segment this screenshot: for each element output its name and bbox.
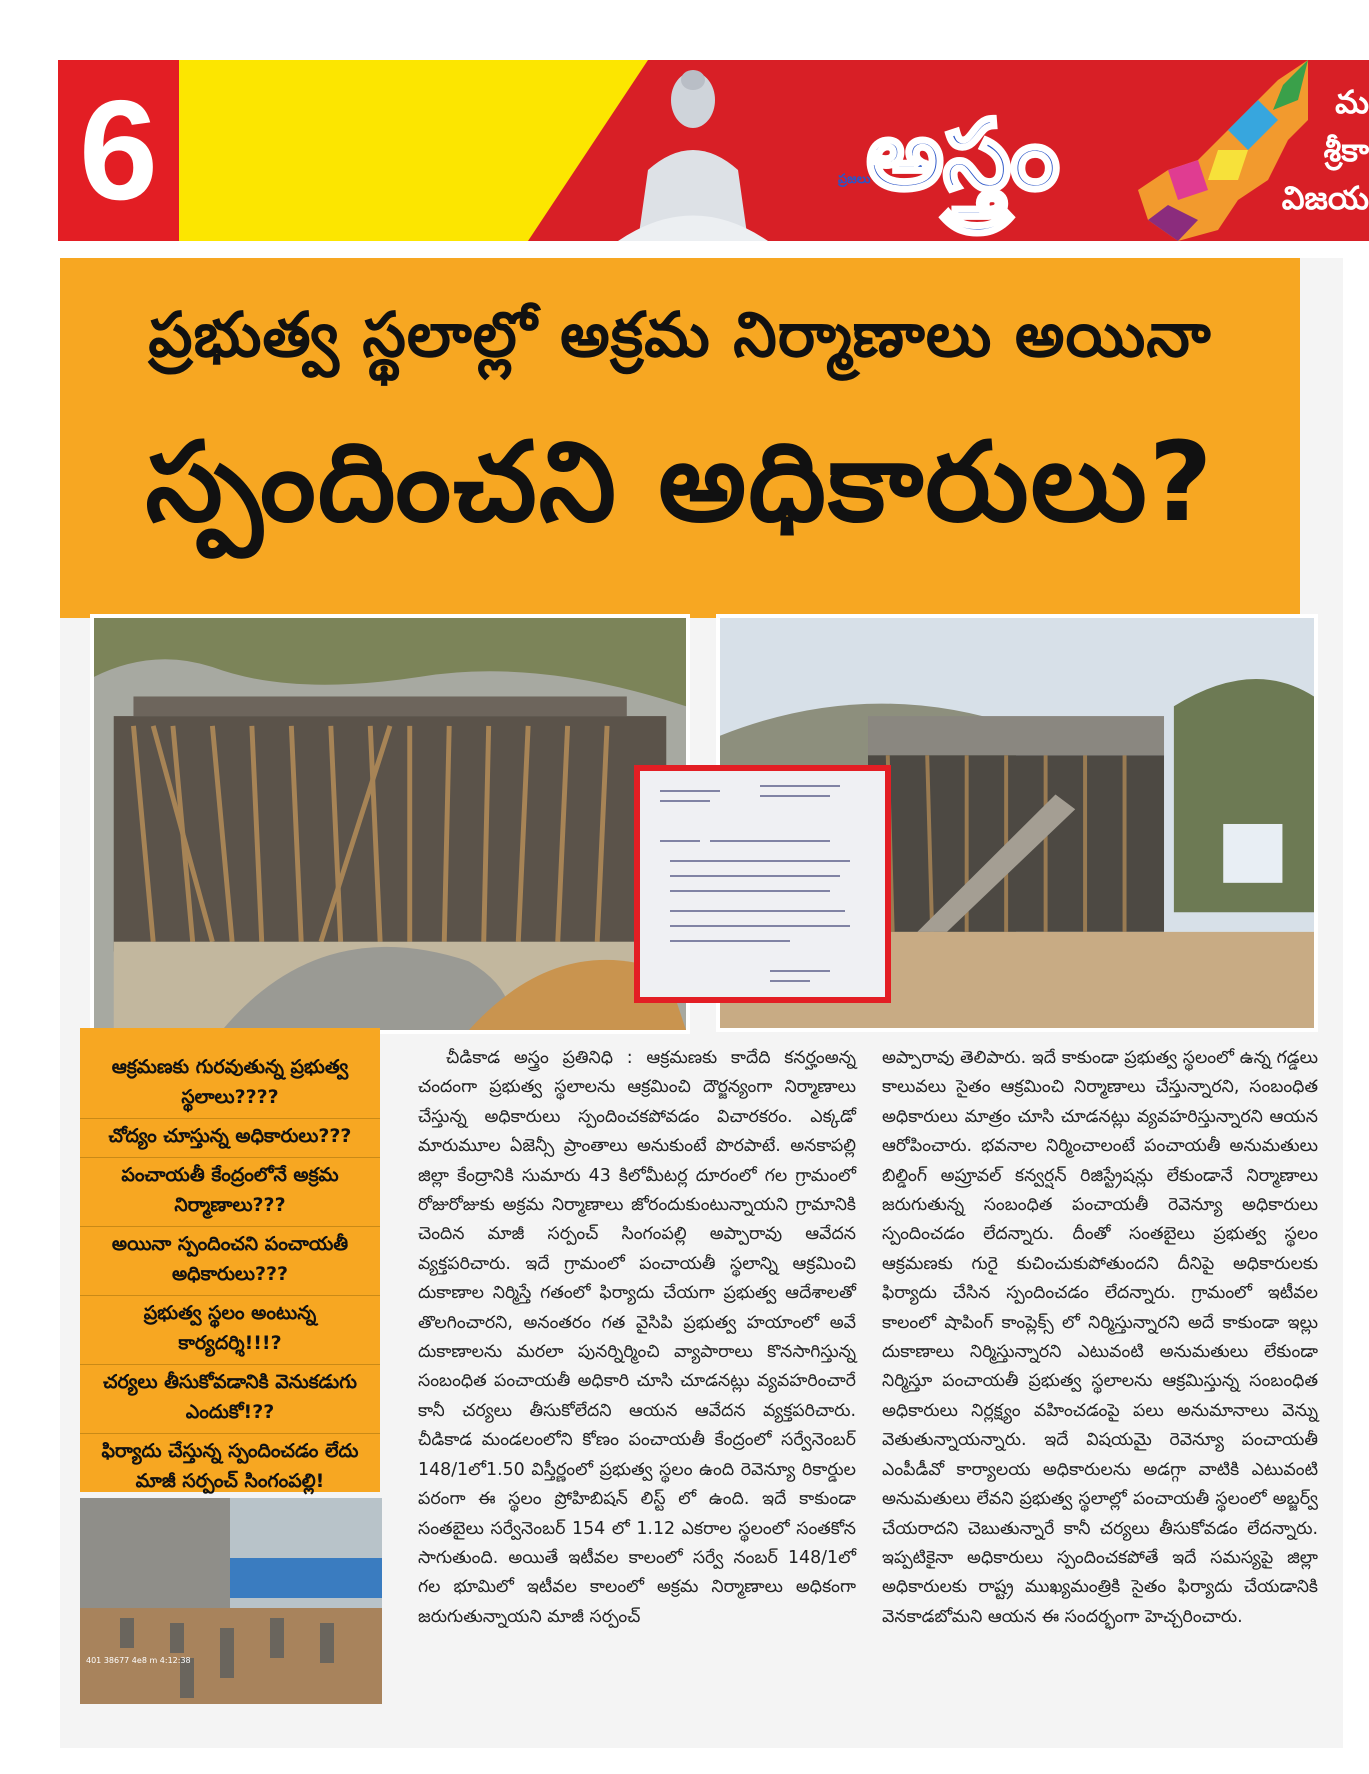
- logo-wordmark: అస్త్రం: [866, 99, 1060, 211]
- teaser-item: చోద్యం చూస్తున్న అధికారులు???: [80, 1119, 380, 1158]
- teaser-item: అయినా స్పందించని పంచాయతీ అధికారులు???: [80, 1227, 380, 1296]
- construction-photo-1: [90, 614, 690, 1034]
- logo-subtext: ప్రజలు: [838, 172, 871, 187]
- edition-line-1: మ: [1335, 83, 1369, 121]
- teaser-item: ఆక్రమణకు గురవుతున్న ప్రభుత్వ స్థలాలు????: [80, 1050, 380, 1119]
- teaser-item: పంచాయతీ కేంద్రంలోనే అక్రమ నిర్మాణాలు???: [80, 1158, 380, 1227]
- news-story: [60, 258, 1343, 1748]
- page-number: 6: [58, 60, 179, 241]
- complaint-letter-photo: [634, 765, 891, 1003]
- headline-box: [60, 258, 1300, 618]
- teaser-item: ఫిర్యాదు చేస్తున్న స్పందించడం లేదు మాజీ సర్పంచ్ సింగంపల్లి!: [101, 1440, 359, 1492]
- article-column-1: చీడికాడ అస్త్రం ప్రతినిధి : ఆక్రమణకు కాదేది కనర్హంఅన్న చందంగా ప్రభుత్వ స్థలాలను ఆక్రమించి దౌర్జన్యంగా నిర్మాణాలు చేస్తున్న అధికారులు స్పందించకపోవడం విచారకరం. ఎక్కడో మారుమూల ఏజెన్సీ ప్రాంతాలు అనుకుంటే పొరపాటే. అనకాపల్లి జిల్లా కేంద్రానికి సుమారు 43 కిలోమీటర్ల దూరంలో గల గ్రామంలో రోజురోజుకు అక్రమ నిర్మాణాలు జోరందుకుంటున్నాయని గ్రామానికి చెందిన మాజీ సర్పంచ్ సింగంపల్లి అప్పారావు ఆవేదన వ్యక్తపరిచారు. ఇదే గ్రామంలో పంచాయతీ స్థలాన్ని ఆక్రమించి దుకాణాల నిర్మిస్తే గతంలో ఫిర్యాదు చేయగా ప్రభుత్వ ఆదేశాలతో తొలగించారని, అనంతరం గత వైసిపి ప్రభుత్వ హయాంలో అవే దుకాణాలను మరలా పునర్నిర్మించి వ్యాపారాలు కొనసాగిస్తున్న సంబంధిత పంచాయతీ అధికారి చూసి చూడనట్లు వ్యవహరించారే కానీ చర్యలు తీసుకోలేదని ఆయన ఆవేదన వ్యక్తపరిచారు. చీడికాడ మండలంలోని కోణం పంచాయతీ కేంద్రంలో సర్వేనెంబర్ 148/1లో1.50 విస్తీర్ణంలో ప్రభుత్వ స్థలం ఉంది రెవెన్యూ రికార్డుల పరంగా ఈ స్థలం ప్రోహిబిషన్ లిస్ట్ లో ఉంది. ఇదే కాకుండా సంతబైలు సర్వేనెంబర్ 154 లో 1.12 ఎకరాల స్థలంలో సంతకోన సాగుతుంది. అయితే ఇటీవల కాలంలో సర్వే నంబర్ 148/1లో గల భూమిలో ఇటీవల కాలంలో అక్రమ నిర్మాణాలు అధికంగా జరుగుతున్నాయని మాజీ సర్పంచ్: [418, 1048, 856, 1627]
- foundation-photo: [80, 1498, 382, 1704]
- article-column-2: అప్పారావు తెలిపారు. ఇదే కాకుండా ప్రభుత్వ స్థలంలో ఉన్న గడ్డలు కాలువలు సైతం ఆక్రమించి నిర్మాణాలు చేస్తున్నారని, సంబంధిత అధికారులు మాత్రం చూసి చూడనట్లు వ్యవహరిస్తున్నారని ఆయన ఆరోపించారు. భవనాల నిర్మించాలంటే పంచాయతీ అనుమతులు బిల్డింగ్ అప్రూవల్ కన్వర్షన్ రిజిస్ట్రేషన్లు లేకుండానే నిర్మాణాలు జరుగుతున్న సంబంధిత పంచాయతీ రెవెన్యూ అధికారులు స్పందించడం లేదన్నారు. దీంతో సంతబైలు ప్రభుత్వ స్థలం ఆక్రమణకు గురై కుచించుకుపోతుందని దీనిపై అధికారులకు ఫిర్యాదు చేసిన స్పందించడం లేదన్నారు. గ్రామంలో ఇటీవల కాలంలో షాపింగ్ కాంప్లెక్స్ లో నిర్మిస్తున్నారని అదే కాకుండా ఇల్లు దుకాణాలు నిర్మిస్తున్నారని ఎటువంటి అనుమతులు లేకుండా నిర్మిస్తూ పంచాయతీ ప్రభుత్వ స్థలాలను ఆక్రమిస్తున్న సంబంధిత అధికారులు నిర్లక్ష్యం వహించడంపై పలు అనుమానాలు వెన్ను వెతుతున్నాయన్నారు. ఇదే విషయమై రెవెన్యూ పంచాయతీ ఎంపీడీవో కార్యాలయ అధికారులను అడగ్గా వాటికి ఎటువంటి అనుమతులు లేవని ప్రభుత్వ స్థలాల్లో పంచాయతీ స్థలంలో అబ్జర్వ్ చేయరాదని చెబుతున్నారే కానీ చర్యలు తీసుకోవడం లేదన్నారు. ఇప్పటికైనా అధికారులు స్పందించకపోతే ఇదే సమస్యపై జిల్లా అధికారులకు రాష్ట్ర ముఖ్యమంత్రికి సైతం ఫిర్యాదు చేయడానికి వెనకాడబోమని ఆయన ఈ సందర్భంగా హెచ్చరించారు.: [882, 1048, 1318, 1627]
- teaser-item: చర్యలు తీసుకోవడానికి వెనుకడుగు ఎందుకో!??: [80, 1365, 380, 1434]
- story-kicker: ప్రభుత్వ స్థలాల్లో అక్రమ నిర్మాణాలు అయినా: [148, 298, 1212, 371]
- geo-tag: 401 38677 4e8 m 4:12:38: [86, 1656, 191, 1665]
- newspaper-logo: [758, 90, 1168, 230]
- teaser-sidebar: [80, 1028, 380, 1492]
- edition-line-2: శ్రీకా: [1323, 131, 1369, 169]
- masthead: [58, 60, 1369, 241]
- story-headline: స్పందించని అధికారులు?: [145, 418, 1215, 546]
- teaser-item: ప్రభుత్వ స్థలం అంటున్న కార్యదర్శి!!!?: [80, 1296, 380, 1365]
- edition-panel: [1249, 78, 1369, 222]
- edition-line-3: విజయ: [1281, 179, 1369, 217]
